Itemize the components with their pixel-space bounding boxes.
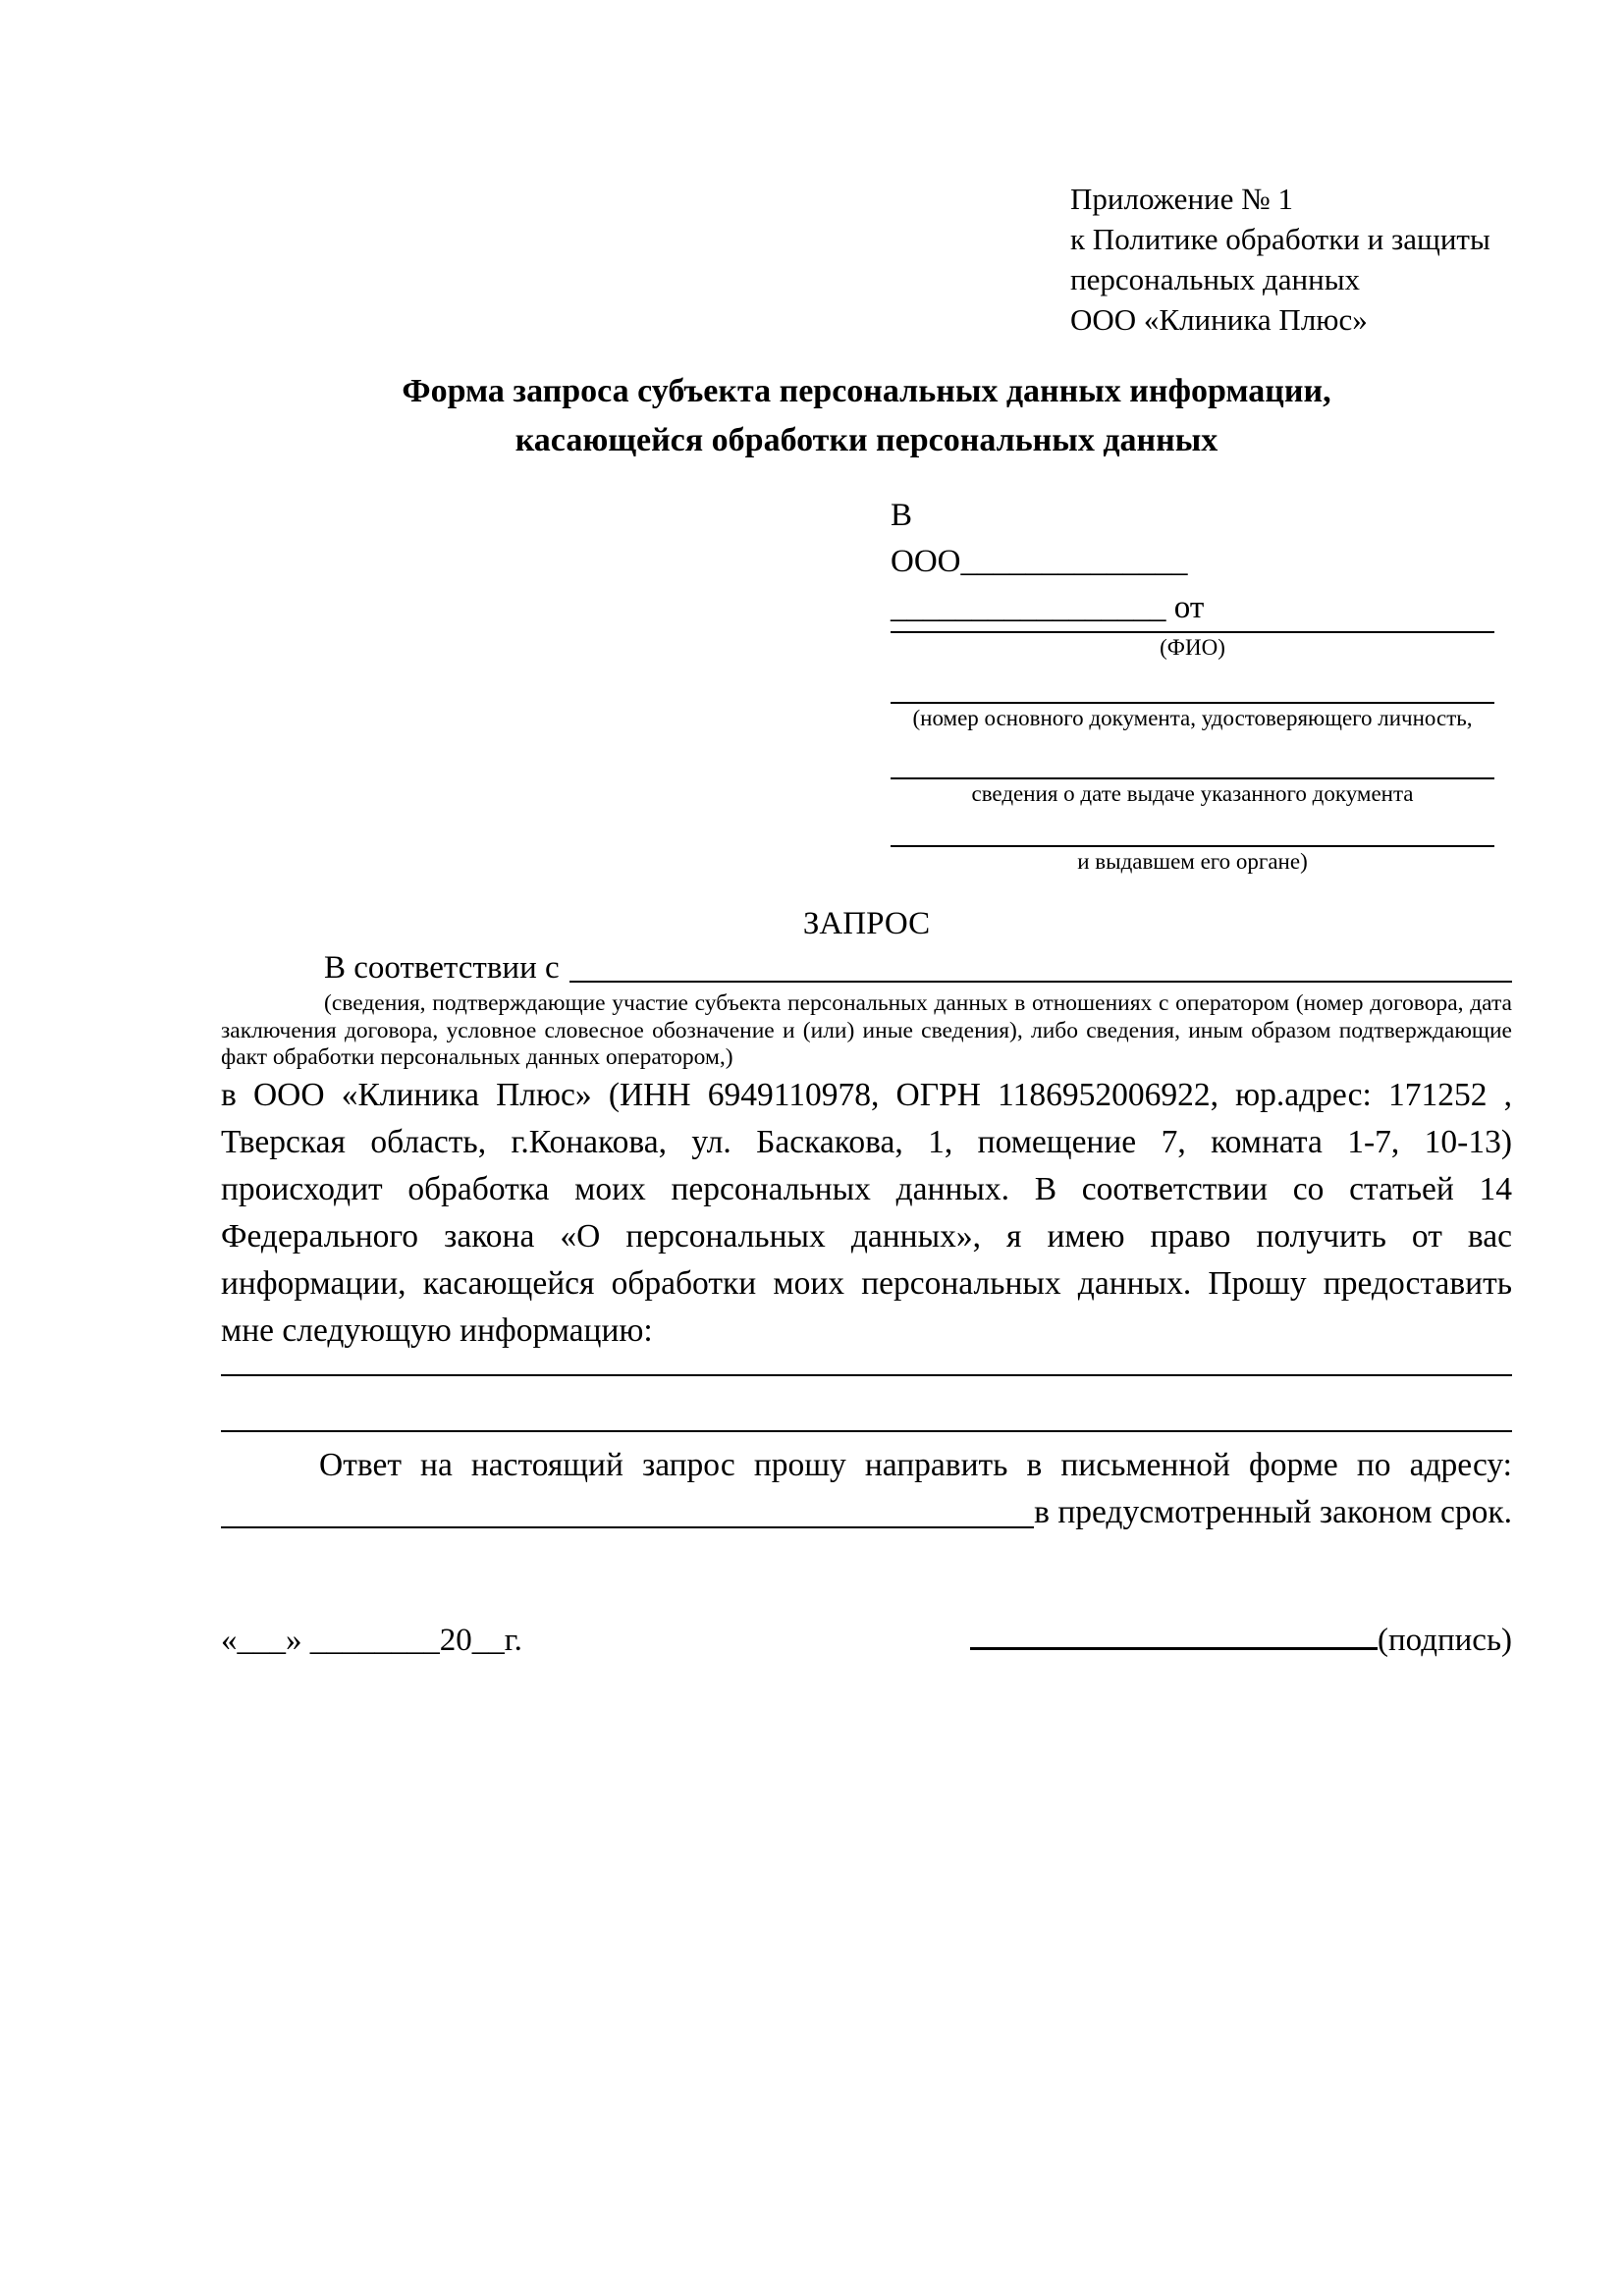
appendix-header xyxy=(1070,179,1512,340)
appendix-number: Приложение № 1 xyxy=(1070,182,1293,216)
accordance-label: В соответствии с xyxy=(324,950,560,986)
appendix-policy-line2: персональных данных xyxy=(1070,262,1361,296)
request-heading: ЗАПРОС xyxy=(802,906,931,941)
signature-row xyxy=(221,1613,1512,1664)
recipient-to-label: В xyxy=(891,498,913,533)
appendix-policy-line: к Политике обработки и защиты xyxy=(1070,222,1490,256)
fio-caption: (ФИО) xyxy=(1160,635,1225,660)
document-title xyxy=(221,367,1512,465)
note-text: (сведения, подтверждающие участие субъекта персональных данных в отношениях с оператором (номер договора, дата заключения договора, условное словесное обозначение и (или) иные сведения), либо сведения, иным образом подтверждающие факт обработки персональных данных оператором,) xyxy=(221,990,1512,1070)
address-blank-line xyxy=(221,1526,1034,1528)
response-suffix: в предусмотренный законом срок. xyxy=(1034,1493,1512,1530)
info-blank-line-1 xyxy=(221,1374,1512,1376)
recipient-from-blank: _________________ от xyxy=(891,590,1205,625)
issue-date-caption: сведения о дате выдаче указанного документа xyxy=(971,781,1414,806)
body-paragraph: в ООО «Клиника Плюс» (ИНН 6949110978, ОГРН 1186952006922, юр.адрес: 171252 , Тверская область, г.Конакова, ул. Баскакова, 1, помещение 7, комната 1-7, 10-13) происходит обработка моих персональных данных. В соответствии со статьей 14 Федерального закона «О персональных данных», я имею право получить от вас информации, касающейся обработки моих персональных данных. Прошу предоставить мне следующую информацию: xyxy=(221,1076,1512,1349)
recipient-block xyxy=(891,493,1494,877)
info-blank-line-2 xyxy=(221,1430,1512,1432)
accordance-blank-line xyxy=(569,981,1512,983)
recipient-company-blank: ООО______________ xyxy=(891,544,1188,579)
signature-caption: (подпись) xyxy=(1378,1622,1512,1658)
response-text: Ответ на настоящий запрос прошу направить в письменной форме по адресу: xyxy=(319,1446,1512,1483)
accordance-row xyxy=(221,945,1512,990)
date-blank: «___» ________20__г. xyxy=(221,1622,522,1658)
document-number-caption: (номер основного документа, удостоверяющего личность, xyxy=(912,706,1473,730)
issuing-authority-caption: и выдавшем его органе) xyxy=(1077,849,1308,874)
document-title-line2: касающейся обработки персональных данных xyxy=(514,422,1218,458)
document-title-line1: Форма запроса субъекта персональных данных информации, xyxy=(402,373,1331,409)
signature-blank-line xyxy=(970,1613,1378,1650)
appendix-company: ООО «Клиника Плюс» xyxy=(1070,302,1368,337)
response-address-row xyxy=(221,1489,1512,1536)
signature-area xyxy=(970,1613,1512,1664)
